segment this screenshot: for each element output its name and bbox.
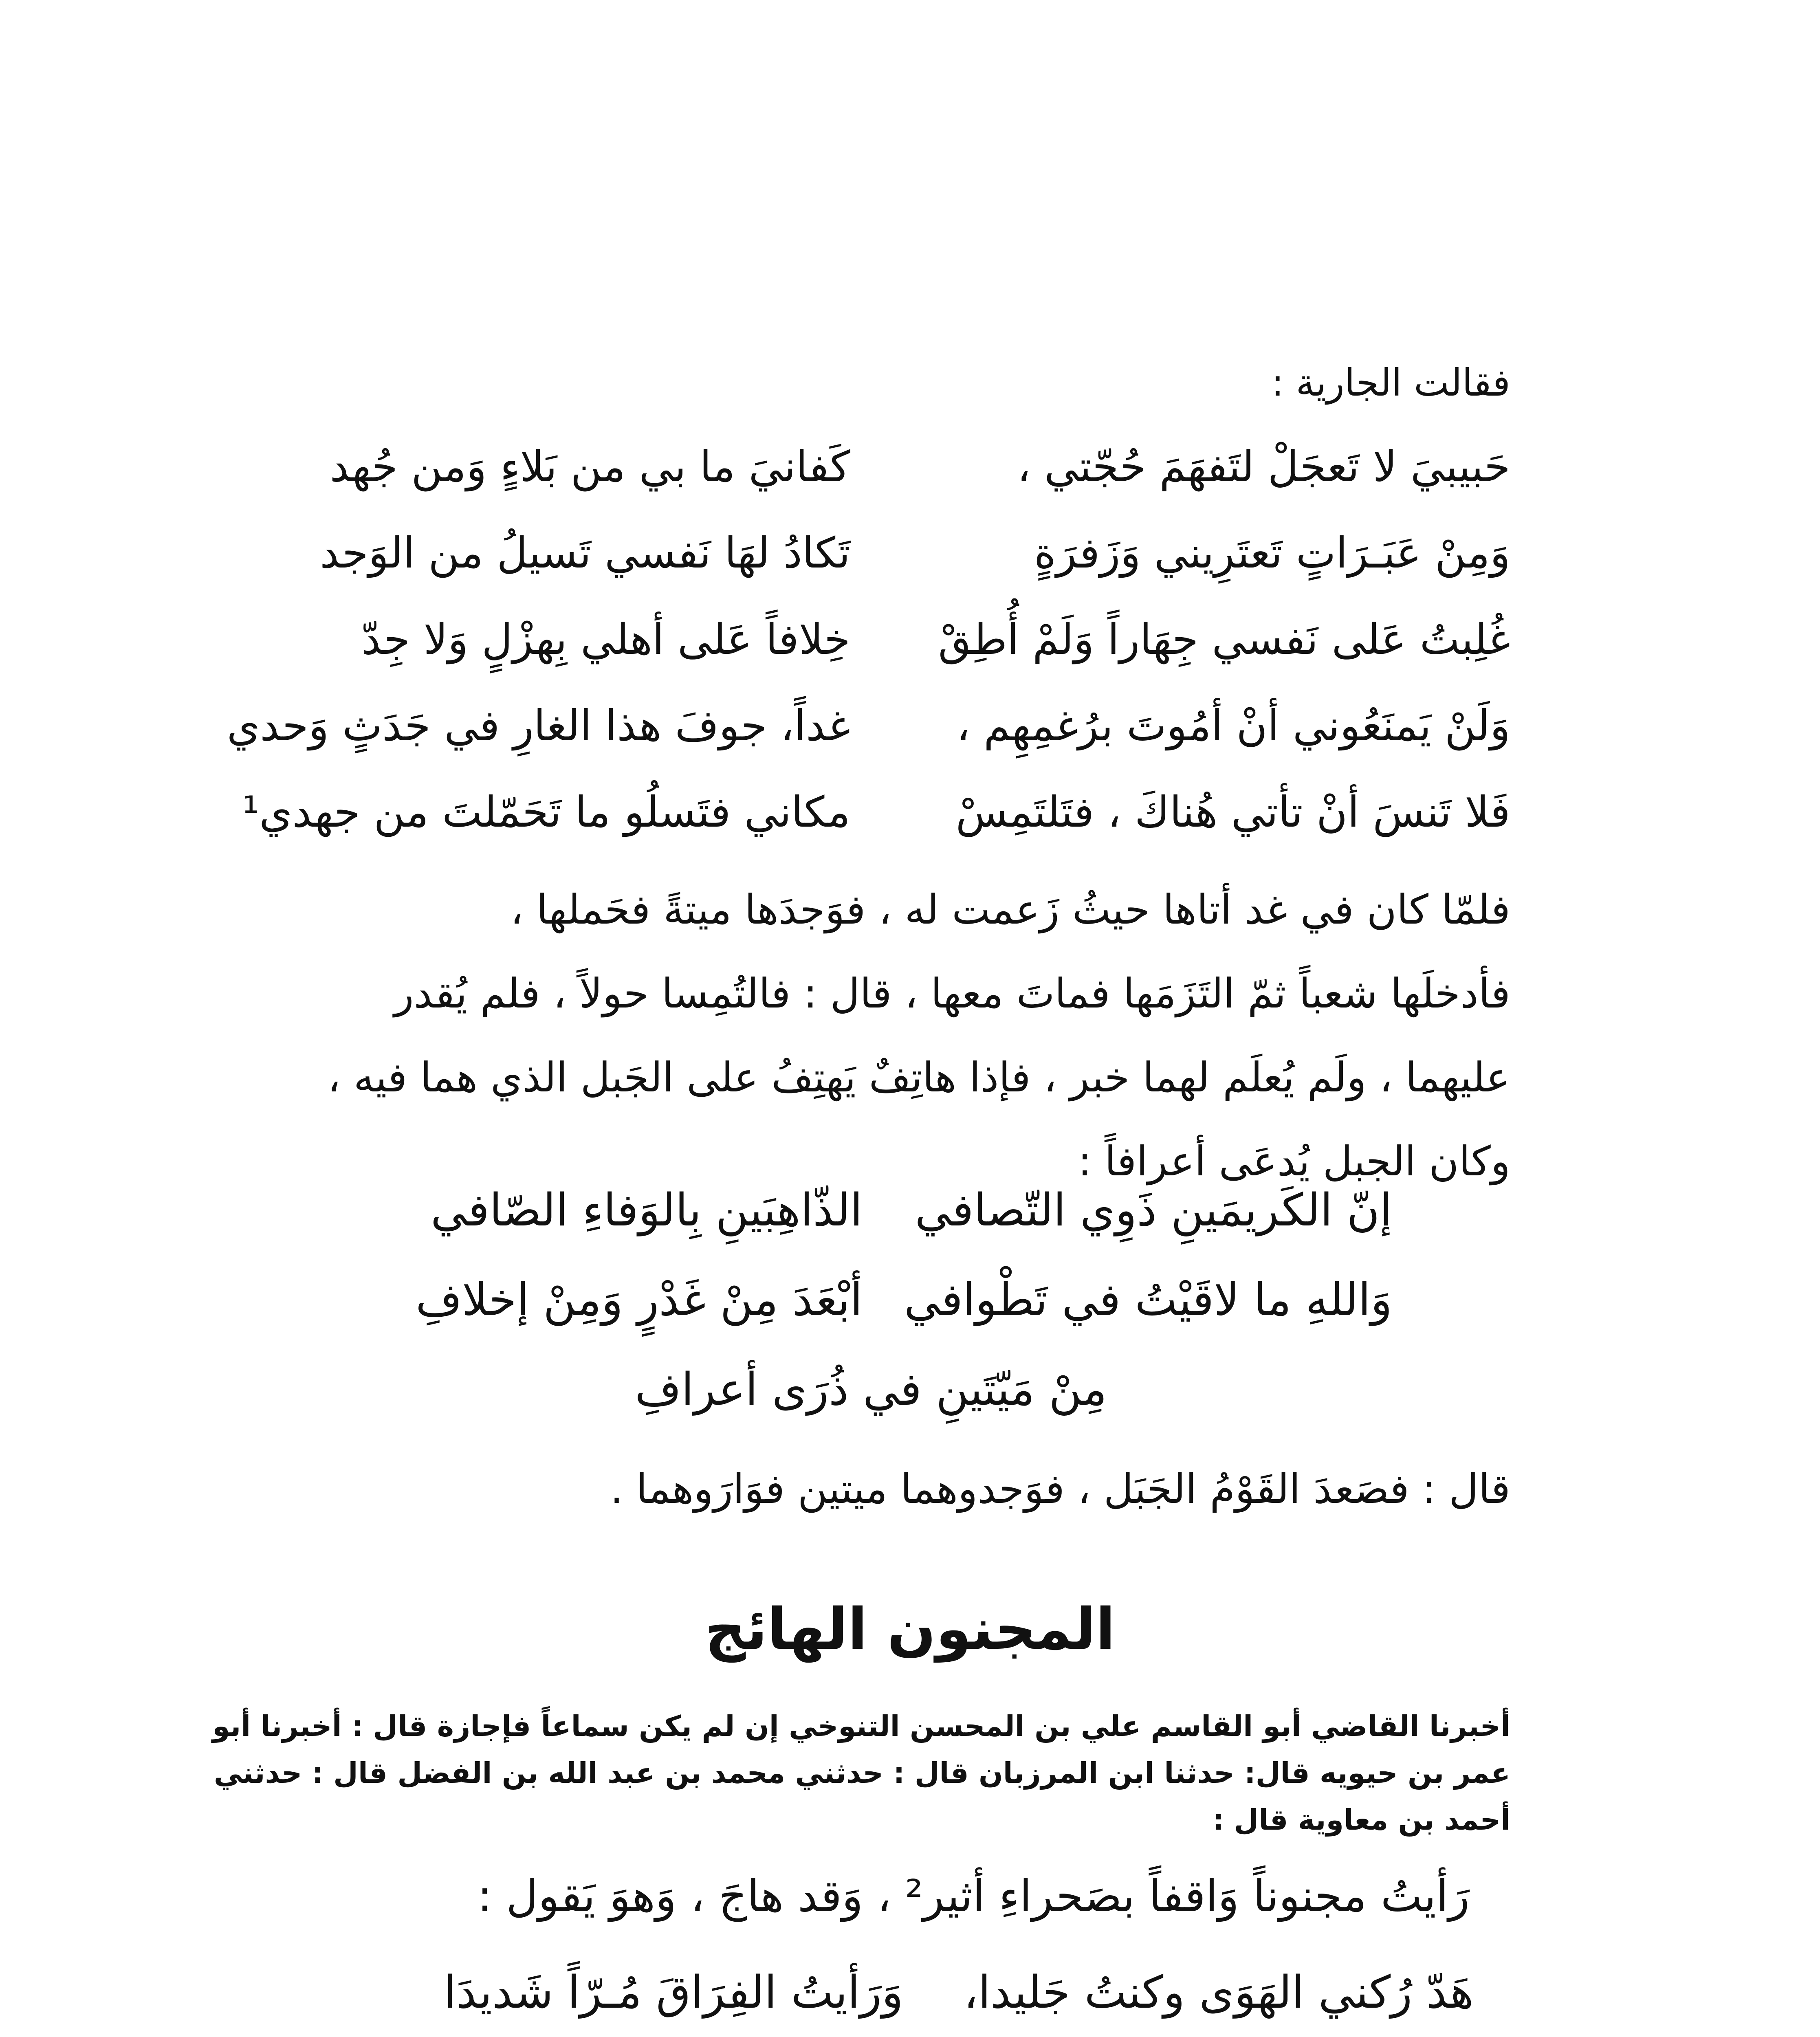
- poem-verse: [227, 691, 1510, 777]
- intro-line: فقالت الجارية :: [1271, 361, 1510, 405]
- poem-verse: [288, 518, 1510, 605]
- poem-verse: [284, 1353, 1392, 1442]
- poem-second: [284, 1173, 1392, 1442]
- paragraph-line: فلمّا كان في غد أتاها حيثُ زَعمت له ، فوَجدَها ميتةً فحَملها ،: [510, 886, 1510, 933]
- verse-first-hemistich: وَلَنْ يَمنَعُوني أنْ أمُوتَ برُغمِهِم ،: [956, 701, 1510, 750]
- poem-verse: [365, 1956, 1474, 2037]
- poem-verse: [284, 1173, 1392, 1263]
- verse-second-hemistich: كَفانيَ ما بي من بَلاءٍ وَمن جُهد: [330, 442, 850, 491]
- verse-first-hemistich: فَلا تَنسَ أنْ تأتي هُناكَ ، فتَلتَمِسْ: [955, 787, 1510, 837]
- final-verse: [365, 1956, 1474, 2037]
- chain-of-transmission: [212, 1703, 1510, 1843]
- poem-verse: [242, 777, 1510, 864]
- verse-second-hemistich: مكاني فتَسلُو ما تَحَمّلتَ من جهدي¹: [242, 787, 850, 837]
- verse-second-hemistich: وَرَأيتُ الفِرَاقَ مُـرّاً شَديدَا: [444, 1966, 903, 2018]
- section-title: المجنون الهائج: [704, 1596, 1116, 1663]
- isnad-line: أحمد بن معاوية قال :: [1213, 1803, 1510, 1837]
- verse-first-hemistich: وَاللهِ ما لاقَيْتُ في تَطْوافي: [904, 1274, 1392, 1326]
- verse-second-hemistich: أبْعَدَ مِنْ غَدْرٍ وَمِنْ إخلافِ: [416, 1274, 863, 1326]
- isnad-line: أخبرنا القاضي أبو القاسم علي بن المحسن التنوخي إن لم يكن سماعاً فإجازة قال : أخبرنا أبو: [212, 1709, 1510, 1743]
- verse-second-hemistich: تَكادُ لهَا نَفسي تَسيلُ من الوَجد: [320, 528, 850, 578]
- isnad-line: عمر بن حيويه قال: حدثنا ابن المرزبان قال : حدثني محمد بن عبد الله بن الفضل قال : حدثني: [213, 1756, 1510, 1790]
- paragraph-line: فأدخلَها شعباً ثمّ التَزَمَها فماتَ معها ، قال : فالتُمِسا حولاً ، فلم يُقدر: [394, 970, 1510, 1017]
- verse-first-hemistich: غُلِبتُ عَلى نَفسي جِهَاراً وَلَمْ أُطِقْ: [938, 614, 1510, 664]
- paragraph-line: وكان الجبل يُدعَى أعرافاً :: [1078, 1137, 1510, 1185]
- poem-verse: [288, 432, 1510, 518]
- verse-second-hemistich: الذّاهِبَينِ بِالوَفاءِ الصّافي: [431, 1184, 863, 1236]
- prose-paragraph: [296, 868, 1510, 1203]
- poem-first: [227, 432, 1510, 864]
- verse-second-hemistich: غداً، جوفَ هذا الغارِ في جَدَثٍ وَحدي: [227, 701, 850, 750]
- poem-verse: [284, 1263, 1392, 1353]
- verse-first-hemistich: هَدّ رُكني الهَوَى وكنتُ جَليدا،: [964, 1966, 1474, 2018]
- verse-closing-line: مِنْ مَيّتَينِ في ذُرَى أعرافِ: [635, 1363, 1107, 1415]
- closing-sentence: قال : فصَعدَ القَوْمُ الجَبَل ، فوَجدوهما ميتين فوَارَوهما .: [610, 1465, 1510, 1513]
- verse-first-hemistich: حَبيبيَ لا تَعجَلْ لتَفهَمَ حُجّتي ،: [1017, 442, 1510, 491]
- poem-verse: [288, 605, 1510, 691]
- verse-second-hemistich: خِلافاً عَلى أهلي بِهزْلٍ وَلا جِدّ: [361, 614, 850, 664]
- verse-first-hemistich: إنّ الكَريمَينِ ذَوِي التّصافي: [915, 1184, 1392, 1236]
- narration-line: رَأيتُ مجنوناً وَاقفاً بصَحراءِ أثير² ، وَقد هاجَ ، وَهوَ يَقول :: [477, 1871, 1470, 1922]
- verse-first-hemistich: وَمِنْ عَبَـرَاتٍ تَعتَرِيني وَزَفرَةٍ: [1034, 528, 1510, 578]
- paragraph-line: عليهما ، ولَم يُعلَم لهما خبر ، فإذا هاتِفٌ يَهتِفُ على الجَبل الذي هما فيه ،: [327, 1054, 1510, 1101]
